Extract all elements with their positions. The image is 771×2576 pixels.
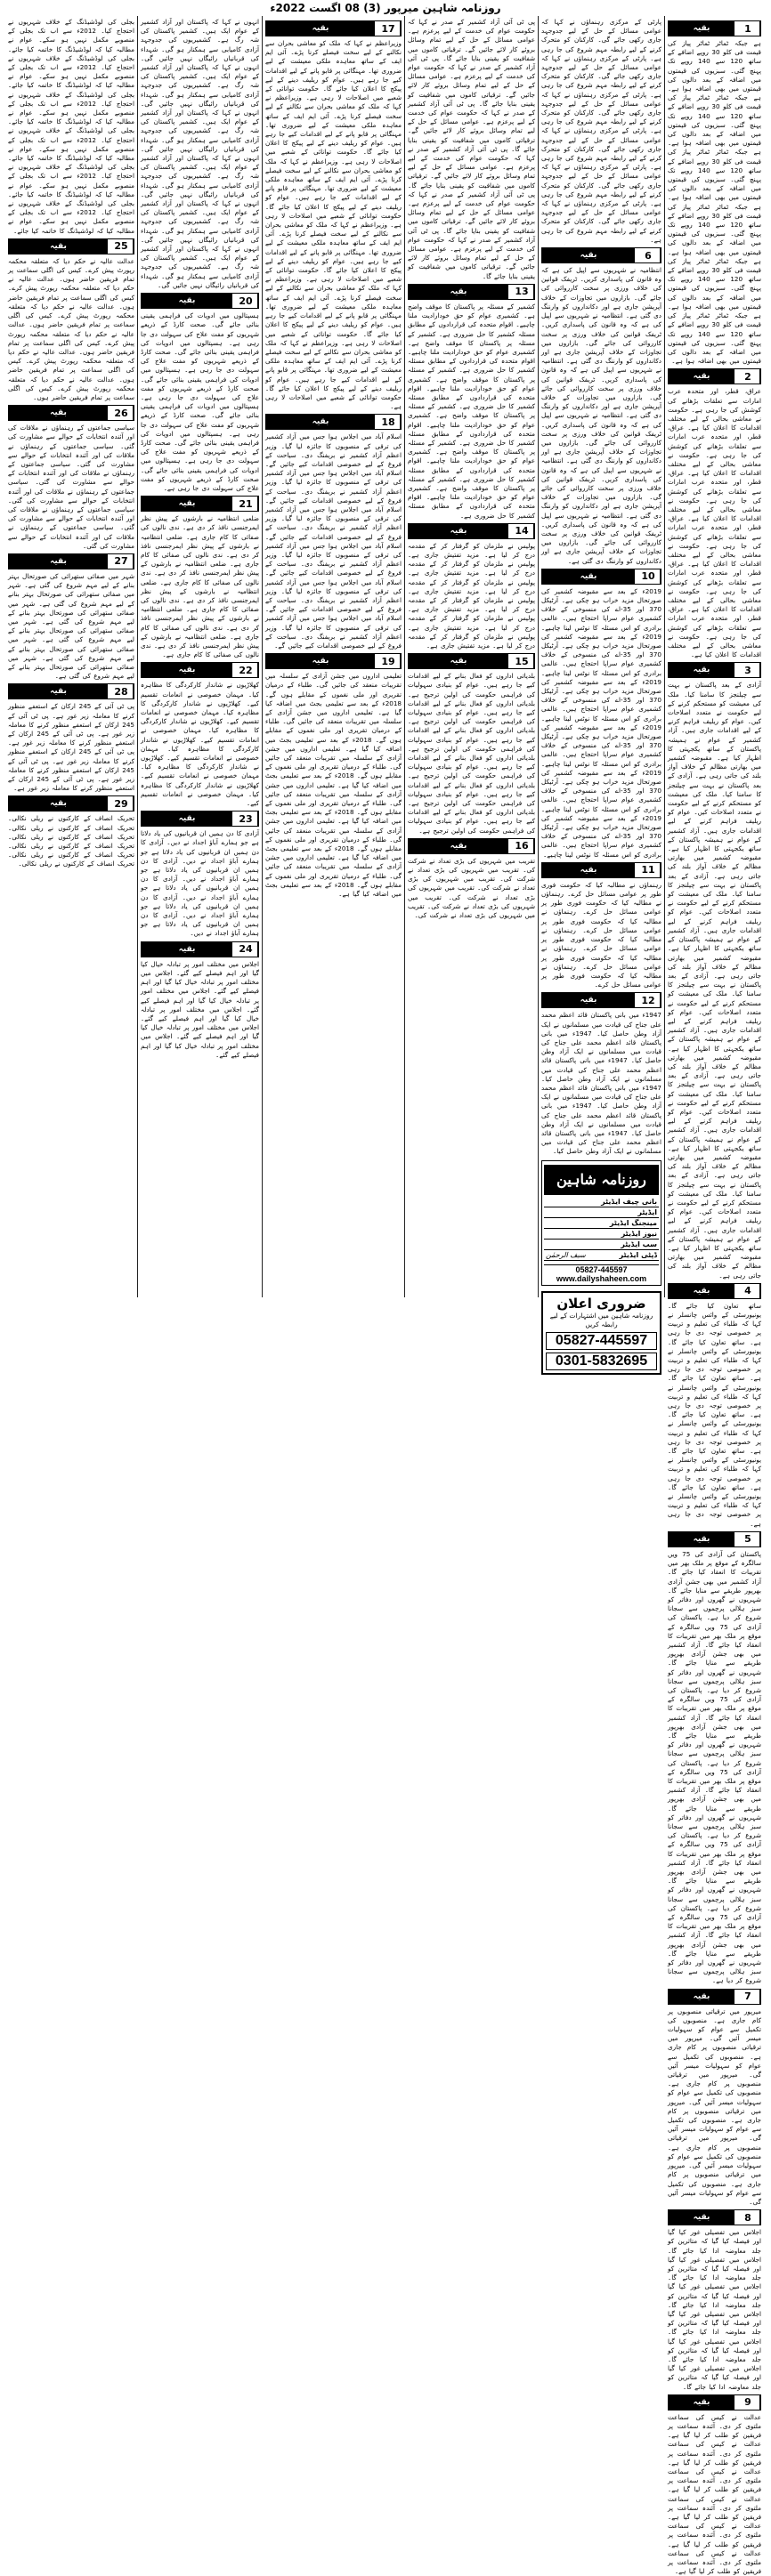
jump-number: 23 xyxy=(234,812,258,826)
newspaper-logo: روزنامہ شاہین xyxy=(544,1165,659,1195)
jump-header xyxy=(141,941,259,957)
editorial-row xyxy=(544,1229,659,1240)
article-text: انہوں نے کہا کہ پاکستان اور آزاد کشمیر کے عوام ایک ہیں۔ کشمیر پاکستان کی شہ رگ ہے۔ کشمیریوں کی جدوجہد آزادی کامیابی سے ہمکنار ہو گی۔ شہداء کی قربانیاں رائیگاں نہیں جائیں گی۔ انہوں نے کہا کہ پاکستان اور آزاد کشمیر کے عوام ایک ہیں۔ کشمیر پاکستان کی شہ رگ ہے۔ کشمیریوں کی جدوجہد آزادی کامیابی سے ہمکنار ہو گی۔ شہداء کی قربانیاں رائیگاں نہیں جائیں گی۔ انہوں نے کہا کہ پاکستان اور آزاد کشمیر کے عوام ایک ہیں۔ کشمیر پاکستان کی شہ رگ ہے۔ کشمیریوں کی جدوجہد آزادی کامیابی سے ہمکنار ہو گی۔ شہداء کی قربانیاں رائیگاں نہیں جائیں گی۔ انہوں نے کہا کہ پاکستان اور آزاد کشمیر کے عوام ایک ہیں۔ کشمیر پاکستان کی شہ رگ ہے۔ کشمیریوں کی جدوجہد آزادی کامیابی سے ہمکنار ہو گی۔ شہداء کی قربانیاں رائیگاں نہیں جائیں گی۔ انہوں نے کہا کہ پاکستان اور آزاد کشمیر کے عوام ایک ہیں۔ کشمیر پاکستان کی شہ رگ ہے۔ کشمیریوں کی جدوجہد آزادی کامیابی سے ہمکنار ہو گی۔ شہداء کی قربانیاں رائیگاں نہیں جائیں گی۔ انہوں نے کہا کہ پاکستان اور آزاد کشمیر کے عوام ایک ہیں۔ کشمیر پاکستان کی شہ رگ ہے۔ کشمیریوں کی جدوجہد آزادی کامیابی سے ہمکنار ہو گی۔ شہداء کی قربانیاں رائیگاں نہیں جائیں گی۔ xyxy=(141,18,259,289)
jump-label: بقیہ xyxy=(266,21,377,36)
jump-header xyxy=(541,569,661,585)
jump-label: بقیہ xyxy=(409,839,510,853)
article-text: عدالت نے کیس کی سماعت ملتوی کر دی۔ آئندہ سماعت پر فریقین کو طلب کر لیا گیا ہے۔ عدالت نے کیس کی سماعت ملتوی کر دی۔ آئندہ سماعت پر فریقین کو طلب کر لیا گیا ہے۔ عدالت نے کیس کی سماعت ملتوی کر دی۔ آئندہ سماعت پر فریقین کو طلب کر لیا گیا ہے۔ عدالت نے کیس کی سماعت ملتوی کر دی۔ آئندہ سماعت پر فریقین کو طلب کر لیا گیا ہے۔ عدالت نے کیس کی سماعت ملتوی کر دی۔ آئندہ سماعت پر فریقین کو طلب کر لیا گیا ہے۔ عدالت نے کیس کی سماعت ملتوی کر دی۔ آئندہ سماعت پر فریقین کو طلب کر لیا گیا ہے۔ xyxy=(668,2412,761,2576)
jump-label: بقیہ xyxy=(669,21,736,36)
jump-number: 28 xyxy=(110,684,134,699)
jump-label: بقیہ xyxy=(142,663,234,677)
jump-header xyxy=(8,405,134,421)
article-text: پارٹی کے مرکزی رہنماؤں نے کہا کہ عوامی مسائل کے حل کے لیے جدوجہد جاری رکھی جائے گی۔ کارکنان کو متحرک کرنے کے لیے رابطہ مہم شروع کی جا رہی ہے۔ پارٹی کے مرکزی رہنماؤں نے کہا کہ عوامی مسائل کے حل کے لیے جدوجہد جاری رکھی جائے گی۔ کارکنان کو متحرک کرنے کے لیے رابطہ مہم شروع کی جا رہی ہے۔ پارٹی کے مرکزی رہنماؤں نے کہا کہ عوامی مسائل کے حل کے لیے جدوجہد جاری رکھی جائے گی۔ کارکنان کو متحرک کرنے کے لیے رابطہ مہم شروع کی جا رہی ہے۔ پارٹی کے مرکزی رہنماؤں نے کہا کہ عوامی مسائل کے حل کے لیے جدوجہد جاری رکھی جائے گی۔ کارکنان کو متحرک کرنے کے لیے رابطہ مہم شروع کی جا رہی ہے۔ پارٹی کے مرکزی رہنماؤں نے کہا کہ عوامی مسائل کے حل کے لیے جدوجہد جاری رکھی جائے گی۔ کارکنان کو متحرک کرنے کے لیے رابطہ مہم شروع کی جا رہی ہے۔ پارٹی کے مرکزی رہنماؤں نے کہا کہ عوامی مسائل کے حل کے لیے جدوجہد جاری رکھی جائے گی۔ کارکنان کو متحرک کرنے کے لیے رابطہ مہم شروع کی جا رہی ہے۔ xyxy=(541,18,661,244)
jump-number: 10 xyxy=(637,569,661,584)
jump-label: بقیہ xyxy=(542,993,637,1007)
jump-header xyxy=(8,795,134,812)
jump-header xyxy=(141,496,259,512)
jump-number: 12 xyxy=(637,993,661,1007)
article-text: کشمیر کے مسئلہ پر پاکستان کا موقف واضح ہے۔ کشمیری عوام کو حق خودارادیت ملنا چاہیے۔ اقوام متحدہ کی قراردادوں کے مطابق مسئلہ کشمیر کا حل ضروری ہے۔ کشمیر کے مسئلہ پر پاکستان کا موقف واضح ہے۔ کشمیری عوام کو حق خودارادیت ملنا چاہیے۔ اقوام متحدہ کی قراردادوں کے مطابق مسئلہ کشمیر کا حل ضروری ہے۔ کشمیر کے مسئلہ پر پاکستان کا موقف واضح ہے۔ کشمیری عوام کو حق خودارادیت ملنا چاہیے۔ اقوام متحدہ کی قراردادوں کے مطابق مسئلہ کشمیر کا حل ضروری ہے۔ کشمیر کے مسئلہ پر پاکستان کا موقف واضح ہے۔ کشمیری عوام کو حق خودارادیت ملنا چاہیے۔ اقوام متحدہ کی قراردادوں کے مطابق مسئلہ کشمیر کا حل ضروری ہے۔ کشمیر کے مسئلہ پر پاکستان کا موقف واضح ہے۔ کشمیری عوام کو حق خودارادیت ملنا چاہیے۔ اقوام متحدہ کی قراردادوں کے مطابق مسئلہ کشمیر کا حل ضروری ہے۔ کشمیر کے مسئلہ پر پاکستان کا موقف واضح ہے۔ کشمیری عوام کو حق خودارادیت ملنا چاہیے۔ اقوام متحدہ کی قراردادوں کے مطابق مسئلہ کشمیر کا حل ضروری ہے۔ xyxy=(408,302,535,520)
jump-label: بقیہ xyxy=(669,2210,736,2225)
jump-number: 21 xyxy=(234,497,258,511)
article-text: اسلام آباد میں اجلاس ہوا جس میں آزاد کشمیر کی ترقی کے منصوبوں کا جائزہ لیا گیا۔ وزیر اعظم آزاد کشمیر نے بریفنگ دی۔ سیاحت کے فروغ کے لیے خصوصی اقدامات کیے جائیں گے۔ اسلام آباد میں اجلاس ہوا جس میں آزاد کشمیر کی ترقی کے منصوبوں کا جائزہ لیا گیا۔ وزیر اعظم آزاد کشمیر نے بریفنگ دی۔ سیاحت کے فروغ کے لیے خصوصی اقدامات کیے جائیں گے۔ اسلام آباد میں اجلاس ہوا جس میں آزاد کشمیر کی ترقی کے منصوبوں کا جائزہ لیا گیا۔ وزیر اعظم آزاد کشمیر نے بریفنگ دی۔ سیاحت کے فروغ کے لیے خصوصی اقدامات کیے جائیں گے۔ اسلام آباد میں اجلاس ہوا جس میں آزاد کشمیر کی ترقی کے منصوبوں کا جائزہ لیا گیا۔ وزیر اعظم آزاد کشمیر نے بریفنگ دی۔ سیاحت کے فروغ کے لیے خصوصی اقدامات کیے جائیں گے۔ اسلام آباد میں اجلاس ہوا جس میں آزاد کشمیر کی ترقی کے منصوبوں کا جائزہ لیا گیا۔ وزیر اعظم آزاد کشمیر نے بریفنگ دی۔ سیاحت کے فروغ کے لیے خصوصی اقدامات کیے جائیں گے۔ اسلام آباد میں اجلاس ہوا جس میں آزاد کشمیر کی ترقی کے منصوبوں کا جائزہ لیا گیا۔ وزیر اعظم آزاد کشمیر نے بریفنگ دی۔ سیاحت کے فروغ کے لیے خصوصی اقدامات کیے جائیں گے۔ xyxy=(265,432,402,650)
jump-header xyxy=(668,662,761,678)
article-text: انتظامیہ نے شہریوں سے اپیل کی ہے کہ وہ قانون کی پاسداری کریں۔ ٹریفک قوانین کی خلاف ورزی پر سخت کارروائی کی جائے گی۔ بازاروں میں تجاوزات کے خلاف آپریشن جاری ہے اور دکانداروں کو وارننگ دی گئی ہے۔ انتظامیہ نے شہریوں سے اپیل کی ہے کہ وہ قانون کی پاسداری کریں۔ ٹریفک قوانین کی خلاف ورزی پر سخت کارروائی کی جائے گی۔ بازاروں میں تجاوزات کے خلاف آپریشن جاری ہے اور دکانداروں کو وارننگ دی گئی ہے۔ انتظامیہ نے شہریوں سے اپیل کی ہے کہ وہ قانون کی پاسداری کریں۔ ٹریفک قوانین کی خلاف ورزی پر سخت کارروائی کی جائے گی۔ بازاروں میں تجاوزات کے خلاف آپریشن جاری ہے اور دکانداروں کو وارننگ دی گئی ہے۔ انتظامیہ نے شہریوں سے اپیل کی ہے کہ وہ قانون کی پاسداری کریں۔ ٹریفک قوانین کی خلاف ورزی پر سخت کارروائی کی جائے گی۔ بازاروں میں تجاوزات کے خلاف آپریشن جاری ہے اور دکانداروں کو وارننگ دی گئی ہے۔ انتظامیہ نے شہریوں سے اپیل کی ہے کہ وہ قانون کی پاسداری کریں۔ ٹریفک قوانین کی خلاف ورزی پر سخت کارروائی کی جائے گی۔ بازاروں میں تجاوزات کے خلاف آپریشن جاری ہے اور دکانداروں کو وارننگ دی گئی ہے۔ انتظامیہ نے شہریوں سے اپیل کی ہے کہ وہ قانون کی پاسداری کریں۔ ٹریفک قوانین کی خلاف ورزی پر سخت کارروائی کی جائے گی۔ بازاروں میں تجاوزات کے خلاف آپریشن جاری ہے اور دکانداروں کو وارننگ دی گئی ہے۔ xyxy=(541,266,661,565)
jump-number: 26 xyxy=(110,406,134,420)
editorial-role: سب ایڈیٹر xyxy=(621,1240,657,1248)
column-grid xyxy=(5,16,764,2576)
jump-label: بقیہ xyxy=(9,796,110,811)
jump-label: بقیہ xyxy=(409,654,510,668)
jump-label: بقیہ xyxy=(669,1284,736,1298)
article-text: شہر میں صفائی ستھرائی کی صورتحال بہتر بنانے کے لیے مہم شروع کی گئی ہے۔ شہر میں صفائی ستھرائی کی صورتحال بہتر بنانے کے لیے مہم شروع کی گئی ہے۔ شہر میں صفائی ستھرائی کی صورتحال بہتر بنانے کے لیے مہم شروع کی گئی ہے۔ شہر میں صفائی ستھرائی کی صورتحال بہتر بنانے کے لیے مہم شروع کی گئی ہے۔ شہر میں صفائی ستھرائی کی صورتحال بہتر بنانے کے لیے مہم شروع کی گئی ہے۔ شہر میں صفائی ستھرائی کی صورتحال بہتر بنانے کے لیے مہم شروع کی گئی ہے۔ xyxy=(8,571,134,681)
jump-header xyxy=(408,284,535,300)
jump-label: بقیہ xyxy=(669,369,736,384)
jump-header xyxy=(408,838,535,854)
advert-phone-2: 0301-5832695 xyxy=(546,1353,657,1370)
jump-number: 20 xyxy=(234,294,258,308)
article-text: آزادی کا دن ہمیں ان قربانیوں کی یاد دلاتا ہے جو ہمارے آباؤ اجداد نے دیں۔ آزادی کا دن ہمیں ان قربانیوں کی یاد دلاتا ہے جو ہمارے آباؤ اجداد نے دیں۔ آزادی کا دن ہمیں ان قربانیوں کی یاد دلاتا ہے جو ہمارے آباؤ اجداد نے دیں۔ آزادی کا دن ہمیں ان قربانیوں کی یاد دلاتا ہے جو ہمارے آباؤ اجداد نے دیں۔ آزادی کا دن ہمیں ان قربانیوں کی یاد دلاتا ہے جو ہمارے آباؤ اجداد نے دیں۔ آزادی کا دن ہمیں ان قربانیوں کی یاد دلاتا ہے جو ہمارے آباؤ اجداد نے دیں۔ xyxy=(141,829,259,938)
article-text: ساتھ تعاون کیا جائے گا۔ یونیورسٹی کے وائس چانسلر نے کہا کہ طلباء کی تعلیم و تربیت پر خصوصی توجہ دی جا رہی ہے۔ ساتھ تعاون کیا جائے گا۔ یونیورسٹی کے وائس چانسلر نے کہا کہ طلباء کی تعلیم و تربیت پر خصوصی توجہ دی جا رہی ہے۔ ساتھ تعاون کیا جائے گا۔ یونیورسٹی کے وائس چانسلر نے کہا کہ طلباء کی تعلیم و تربیت پر خصوصی توجہ دی جا رہی ہے۔ ساتھ تعاون کیا جائے گا۔ یونیورسٹی کے وائس چانسلر نے کہا کہ طلباء کی تعلیم و تربیت پر خصوصی توجہ دی جا رہی ہے۔ ساتھ تعاون کیا جائے گا۔ یونیورسٹی کے وائس چانسلر نے کہا کہ طلباء کی تعلیم و تربیت پر خصوصی توجہ دی جا رہی ہے۔ ساتھ تعاون کیا جائے گا۔ یونیورسٹی کے وائس چانسلر نے کہا کہ طلباء کی تعلیم و تربیت پر خصوصی توجہ دی جا رہی ہے۔ xyxy=(668,1301,761,1528)
column-c5 xyxy=(137,16,262,1297)
jump-header xyxy=(668,1283,761,1299)
jump-label: بقیہ xyxy=(409,524,510,538)
jump-header xyxy=(408,523,535,539)
advert-phone: 05827-445597 xyxy=(546,1332,657,1350)
article-text: پی ٹی آئی آزاد کشمیر کے صدر نے کہا کہ حکومت عوام کی خدمت کے لیے پرعزم ہے۔ عوامی مسائل کے حل کے لیے تمام وسائل بروئے کار لائے جائیں گے۔ ترقیاتی کاموں میں شفافیت کو یقینی بنایا جائے گا۔ پی ٹی آئی آزاد کشمیر کے صدر نے کہا کہ حکومت عوام کی خدمت کے لیے پرعزم ہے۔ عوامی مسائل کے حل کے لیے تمام وسائل بروئے کار لائے جائیں گے۔ ترقیاتی کاموں میں شفافیت کو یقینی بنایا جائے گا۔ پی ٹی آئی آزاد کشمیر کے صدر نے کہا کہ حکومت عوام کی خدمت کے لیے پرعزم ہے۔ عوامی مسائل کے حل کے لیے تمام وسائل بروئے کار لائے جائیں گے۔ ترقیاتی کاموں میں شفافیت کو یقینی بنایا جائے گا۔ پی ٹی آئی آزاد کشمیر کے صدر نے کہا کہ حکومت عوام کی خدمت کے لیے پرعزم ہے۔ عوامی مسائل کے حل کے لیے تمام وسائل بروئے کار لائے جائیں گے۔ ترقیاتی کاموں میں شفافیت کو یقینی بنایا جائے گا۔ پی ٹی آئی آزاد کشمیر کے صدر نے کہا کہ حکومت عوام کی خدمت کے لیے پرعزم ہے۔ عوامی مسائل کے حل کے لیے تمام وسائل بروئے کار لائے جائیں گے۔ ترقیاتی کاموں میں شفافیت کو یقینی بنایا جائے گا۔ پی ٹی آئی آزاد کشمیر کے صدر نے کہا کہ حکومت عوام کی خدمت کے لیے پرعزم ہے۔ عوامی مسائل کے حل کے لیے تمام وسائل بروئے کار لائے جائیں گے۔ ترقیاتی کاموں میں شفافیت کو یقینی بنایا جائے گا۔ xyxy=(408,18,535,280)
editorial-row xyxy=(544,1207,659,1218)
jump-label: بقیہ xyxy=(142,812,234,826)
jump-number: 7 xyxy=(736,1990,760,2004)
editorial-row xyxy=(544,1250,659,1261)
jump-label: بقیہ xyxy=(142,294,234,308)
jump-number: 11 xyxy=(637,863,661,877)
jump-header xyxy=(541,862,661,878)
article-text: اجلاس میں تفصیلی غور کیا گیا اور فیصلہ کیا گیا کہ متاثرین کو جلد معاوضہ ادا کیا جائے گا۔ اجلاس میں تفصیلی غور کیا گیا اور فیصلہ کیا گیا کہ متاثرین کو جلد معاوضہ ادا کیا جائے گا۔ اجلاس میں تفصیلی غور کیا گیا اور فیصلہ کیا گیا کہ متاثرین کو جلد معاوضہ ادا کیا جائے گا۔ اجلاس میں تفصیلی غور کیا گیا اور فیصلہ کیا گیا کہ متاثرین کو جلد معاوضہ ادا کیا جائے گا۔ اجلاس میں تفصیلی غور کیا گیا اور فیصلہ کیا گیا کہ متاثرین کو جلد معاوضہ ادا کیا جائے گا۔ اجلاس میں تفصیلی غور کیا گیا اور فیصلہ کیا گیا کہ متاثرین کو جلد معاوضہ ادا کیا جائے گا۔ xyxy=(668,2228,761,2391)
article-text: بلدیاتی اداروں کو فعال بنانے کے لیے اقدامات کیے جا رہے ہیں۔ عوام کو بنیادی سہولیات کی فراہمی حکومت کی اولین ترجیح ہے۔ بلدیاتی اداروں کو فعال بنانے کے لیے اقدامات کیے جا رہے ہیں۔ عوام کو بنیادی سہولیات کی فراہمی حکومت کی اولین ترجیح ہے۔ بلدیاتی اداروں کو فعال بنانے کے لیے اقدامات کیے جا رہے ہیں۔ عوام کو بنیادی سہولیات کی فراہمی حکومت کی اولین ترجیح ہے۔ بلدیاتی اداروں کو فعال بنانے کے لیے اقدامات کیے جا رہے ہیں۔ عوام کو بنیادی سہولیات کی فراہمی حکومت کی اولین ترجیح ہے۔ بلدیاتی اداروں کو فعال بنانے کے لیے اقدامات کیے جا رہے ہیں۔ عوام کو بنیادی سہولیات کی فراہمی حکومت کی اولین ترجیح ہے۔ بلدیاتی اداروں کو فعال بنانے کے لیے اقدامات کیے جا رہے ہیں۔ عوام کو بنیادی سہولیات کی فراہمی حکومت کی اولین ترجیح ہے۔ xyxy=(408,672,535,835)
jump-number: 29 xyxy=(110,796,134,811)
jump-label: بقیہ xyxy=(142,942,234,957)
jump-header xyxy=(141,293,259,309)
article-text: ضلعی انتظامیہ نے بارشوں کے پیش نظر ایمرجنسی نافذ کر دی ہے۔ ندی نالوں کی صفائی کا کام جاری ہے۔ ضلعی انتظامیہ نے بارشوں کے پیش نظر ایمرجنسی نافذ کر دی ہے۔ ندی نالوں کی صفائی کا کام جاری ہے۔ ضلعی انتظامیہ نے بارشوں کے پیش نظر ایمرجنسی نافذ کر دی ہے۔ ندی نالوں کی صفائی کا کام جاری ہے۔ ضلعی انتظامیہ نے بارشوں کے پیش نظر ایمرجنسی نافذ کر دی ہے۔ ندی نالوں کی صفائی کا کام جاری ہے۔ ضلعی انتظامیہ نے بارشوں کے پیش نظر ایمرجنسی نافذ کر دی ہے۔ ندی نالوں کی صفائی کا کام جاری ہے۔ ضلعی انتظامیہ نے بارشوں کے پیش نظر ایمرجنسی نافذ کر دی ہے۔ ندی نالوں کی صفائی کا کام جاری ہے۔ xyxy=(141,514,259,659)
jump-label: بقیہ xyxy=(669,1990,736,2004)
jump-number: 16 xyxy=(510,839,534,853)
jump-header xyxy=(668,20,761,36)
jump-number: 3 xyxy=(736,663,760,677)
jump-label: بقیہ xyxy=(542,248,637,262)
jump-header xyxy=(141,811,259,827)
jump-label: بقیہ xyxy=(9,239,110,254)
jump-number: 9 xyxy=(736,2395,760,2410)
editorial-row xyxy=(544,1197,659,1207)
jump-header xyxy=(668,2394,761,2410)
jump-number: 1 xyxy=(736,21,760,36)
jump-label: بقیہ xyxy=(266,654,377,668)
jump-number: 2 xyxy=(736,369,760,384)
article-text: تحریک انصاف کے کارکنوں نے ریلی نکالی۔ تحریک انصاف کے کارکنوں نے ریلی نکالی۔ تحریک انصاف کے کارکنوں نے ریلی نکالی۔ تحریک انصاف کے کارکنوں نے ریلی نکالی۔ تحریک انصاف کے کارکنوں نے ریلی نکالی۔ تحریک انصاف کے کارکنوں نے ریلی نکالی۔ xyxy=(8,814,134,868)
jump-number: 24 xyxy=(234,942,258,957)
article-text: ہے جبکہ ٹماٹر ٹماٹر پیاز کی قیمت فی کلو 30 روپے اضافے کے ساتھ 120 سے 140 روپے تک پہنچ گئی۔ سبزیوں کی قیمتوں میں اضافہ کے بعد دالوں کی قیمتوں میں بھی اضافہ ہوا ہے۔ ہے جبکہ ٹماٹر ٹماٹر پیاز کی قیمت فی کلو 30 روپے اضافے کے ساتھ 120 سے 140 روپے تک پہنچ گئی۔ سبزیوں کی قیمتوں میں اضافہ کے بعد دالوں کی قیمتوں میں بھی اضافہ ہوا ہے۔ ہے جبکہ ٹماٹر ٹماٹر پیاز کی قیمت فی کلو 30 روپے اضافے کے ساتھ 120 سے 140 روپے تک پہنچ گئی۔ سبزیوں کی قیمتوں میں اضافہ کے بعد دالوں کی قیمتوں میں بھی اضافہ ہوا ہے۔ ہے جبکہ ٹماٹر ٹماٹر پیاز کی قیمت فی کلو 30 روپے اضافے کے ساتھ 120 سے 140 روپے تک پہنچ گئی۔ سبزیوں کی قیمتوں میں اضافہ کے بعد دالوں کی قیمتوں میں بھی اضافہ ہوا ہے۔ ہے جبکہ ٹماٹر ٹماٹر پیاز کی قیمت فی کلو 30 روپے اضافے کے ساتھ 120 سے 140 روپے تک پہنچ گئی۔ سبزیوں کی قیمتوں میں اضافہ کے بعد دالوں کی قیمتوں میں بھی اضافہ ہوا ہے۔ ہے جبکہ ٹماٹر ٹماٹر پیاز کی قیمت فی کلو 30 روپے اضافے کے ساتھ 120 سے 140 روپے تک پہنچ گئی۔ سبزیوں کی قیمتوں میں اضافہ کے بعد دالوں کی قیمتوں میں بھی اضافہ ہوا ہے۔ xyxy=(668,39,761,366)
editorial-row xyxy=(544,1218,659,1229)
jump-header xyxy=(668,368,761,384)
editorial-role: بانی چیف ایڈیٹر xyxy=(601,1197,657,1206)
jump-number: 13 xyxy=(510,285,534,299)
jump-number: 18 xyxy=(377,415,401,429)
advert-body: روزنامہ شاہین میں اشتہارات کے لیے رابطہ کریں xyxy=(549,1311,653,1328)
article-text: وزیراعظم نے کہا کہ ملک کو معاشی بحران سے نکالنے کے لیے سخت فیصلے کرنا پڑے۔ آئی ایم ایف کے ساتھ معاہدہ ملکی معیشت کے لیے ضروری تھا۔ مہنگائی پر قابو پانے کے لیے اقدامات کیے جا رہے ہیں۔ عوام کو ریلیف دینے کے لیے پیکج کا اعلان کیا جائے گا۔ حکومت توانائی کے شعبے میں اصلاحات لا رہی ہے۔ وزیراعظم نے کہا کہ ملک کو معاشی بحران سے نکالنے کے لیے سخت فیصلے کرنا پڑے۔ آئی ایم ایف کے ساتھ معاہدہ ملکی معیشت کے لیے ضروری تھا۔ مہنگائی پر قابو پانے کے لیے اقدامات کیے جا رہے ہیں۔ عوام کو ریلیف دینے کے لیے پیکج کا اعلان کیا جائے گا۔ حکومت توانائی کے شعبے میں اصلاحات لا رہی ہے۔ وزیراعظم نے کہا کہ ملک کو معاشی بحران سے نکالنے کے لیے سخت فیصلے کرنا پڑے۔ آئی ایم ایف کے ساتھ معاہدہ ملکی معیشت کے لیے ضروری تھا۔ مہنگائی پر قابو پانے کے لیے اقدامات کیے جا رہے ہیں۔ عوام کو ریلیف دینے کے لیے پیکج کا اعلان کیا جائے گا۔ حکومت توانائی کے شعبے میں اصلاحات لا رہی ہے۔ وزیراعظم نے کہا کہ ملک کو معاشی بحران سے نکالنے کے لیے سخت فیصلے کرنا پڑے۔ آئی ایم ایف کے ساتھ معاہدہ ملکی معیشت کے لیے ضروری تھا۔ مہنگائی پر قابو پانے کے لیے اقدامات کیے جا رہے ہیں۔ عوام کو ریلیف دینے کے لیے پیکج کا اعلان کیا جائے گا۔ حکومت توانائی کے شعبے میں اصلاحات لا رہی ہے۔ وزیراعظم نے کہا کہ ملک کو معاشی بحران سے نکالنے کے لیے سخت فیصلے کرنا پڑے۔ آئی ایم ایف کے ساتھ معاہدہ ملکی معیشت کے لیے ضروری تھا۔ مہنگائی پر قابو پانے کے لیے اقدامات کیے جا رہے ہیں۔ عوام کو ریلیف دینے کے لیے پیکج کا اعلان کیا جائے گا۔ حکومت توانائی کے شعبے میں اصلاحات لا رہی ہے۔ وزیراعظم نے کہا کہ ملک کو معاشی بحران سے نکالنے کے لیے سخت فیصلے کرنا پڑے۔ آئی ایم ایف کے ساتھ معاہدہ ملکی معیشت کے لیے ضروری تھا۔ مہنگائی پر قابو پانے کے لیے اقدامات کیے جا رہے ہیں۔ عوام کو ریلیف دینے کے لیے پیکج کا اعلان کیا جائے گا۔ حکومت توانائی کے شعبے میں اصلاحات لا رہی ہے۔ xyxy=(265,39,402,411)
editorial-role: نیوز ایڈیٹر xyxy=(621,1229,657,1238)
article-text: عدالت عالیہ نے حکم دیا کہ متعلقہ محکمہ رپورٹ پیش کرے۔ کیس کی اگلی سماعت پر تمام فریقین حاضر ہوں۔ عدالت عالیہ نے حکم دیا کہ متعلقہ محکمہ رپورٹ پیش کرے۔ کیس کی اگلی سماعت پر تمام فریقین حاضر ہوں۔ عدالت عالیہ نے حکم دیا کہ متعلقہ محکمہ رپورٹ پیش کرے۔ کیس کی اگلی سماعت پر تمام فریقین حاضر ہوں۔ عدالت عالیہ نے حکم دیا کہ متعلقہ محکمہ رپورٹ پیش کرے۔ کیس کی اگلی سماعت پر تمام فریقین حاضر ہوں۔ عدالت عالیہ نے حکم دیا کہ متعلقہ محکمہ رپورٹ پیش کرے۔ کیس کی اگلی سماعت پر تمام فریقین حاضر ہوں۔ عدالت عالیہ نے حکم دیا کہ متعلقہ محکمہ رپورٹ پیش کرے۔ کیس کی اگلی سماعت پر تمام فریقین حاضر ہوں۔ xyxy=(8,256,134,401)
jump-header xyxy=(668,2209,761,2225)
editorial-person: سیف الرحمٰن xyxy=(546,1250,586,1259)
jump-number: 5 xyxy=(736,1532,760,1546)
jump-label: بقیہ xyxy=(669,663,736,677)
jump-header xyxy=(265,653,402,669)
jump-label: بقیہ xyxy=(9,554,110,569)
jump-header xyxy=(541,247,661,263)
jump-header xyxy=(265,414,402,430)
jump-number: 22 xyxy=(234,663,258,677)
jump-header xyxy=(141,662,259,678)
article-text: تعلیمی اداروں میں جشن آزادی کے سلسلہ میں تقریبات منعقد کی جائیں گی۔ طلباء کے درمیان تقریری اور ملی نغموں کے مقابلے ہوں گے۔ 2018ء کے بعد سے تعلیمی بجٹ میں اضافہ کیا گیا ہے۔ تعلیمی اداروں میں جشن آزادی کے سلسلہ میں تقریبات منعقد کی جائیں گی۔ طلباء کے درمیان تقریری اور ملی نغموں کے مقابلے ہوں گے۔ 2018ء کے بعد سے تعلیمی بجٹ میں اضافہ کیا گیا ہے۔ تعلیمی اداروں میں جشن آزادی کے سلسلہ میں تقریبات منعقد کی جائیں گی۔ طلباء کے درمیان تقریری اور ملی نغموں کے مقابلے ہوں گے۔ 2018ء کے بعد سے تعلیمی بجٹ میں اضافہ کیا گیا ہے۔ تعلیمی اداروں میں جشن آزادی کے سلسلہ میں تقریبات منعقد کی جائیں گی۔ طلباء کے درمیان تقریری اور ملی نغموں کے مقابلے ہوں گے۔ 2018ء کے بعد سے تعلیمی بجٹ میں اضافہ کیا گیا ہے۔ تعلیمی اداروں میں جشن آزادی کے سلسلہ میں تقریبات منعقد کی جائیں گی۔ طلباء کے درمیان تقریری اور ملی نغموں کے مقابلے ہوں گے۔ 2018ء کے بعد سے تعلیمی بجٹ میں اضافہ کیا گیا ہے۔ تعلیمی اداروں میں جشن آزادی کے سلسلہ میں تقریبات منعقد کی جائیں گی۔ طلباء کے درمیان تقریری اور ملی نغموں کے مقابلے ہوں گے۔ 2018ء کے بعد سے تعلیمی بجٹ میں اضافہ کیا گیا ہے۔ xyxy=(265,672,402,899)
column-c1 xyxy=(664,16,764,2576)
jump-header xyxy=(8,683,134,699)
jump-header xyxy=(265,20,402,36)
editorial-role: مینجنگ ایڈیٹر xyxy=(609,1218,657,1227)
editorial-box xyxy=(541,1160,661,1286)
jump-header xyxy=(541,992,661,1008)
jump-number: 6 xyxy=(637,248,661,262)
jump-header xyxy=(408,653,535,669)
jump-header xyxy=(668,1531,761,1547)
jump-number: 14 xyxy=(510,524,534,538)
jump-label: بقیہ xyxy=(9,406,110,420)
column-c2 xyxy=(538,16,664,1369)
article-text: کھلاڑیوں نے شاندار کارکردگی کا مظاہرہ کیا۔ مہمان خصوصی نے انعامات تقسیم کیے۔ کھلاڑیوں نے شاندار کارکردگی کا مظاہرہ کیا۔ مہمان خصوصی نے انعامات تقسیم کیے۔ کھلاڑیوں نے شاندار کارکردگی کا مظاہرہ کیا۔ مہمان خصوصی نے انعامات تقسیم کیے۔ کھلاڑیوں نے شاندار کارکردگی کا مظاہرہ کیا۔ مہمان خصوصی نے انعامات تقسیم کیے۔ کھلاڑیوں نے شاندار کارکردگی کا مظاہرہ کیا۔ مہمان خصوصی نے انعامات تقسیم کیے۔ کھلاڑیوں نے شاندار کارکردگی کا مظاہرہ کیا۔ مہمان خصوصی نے انعامات تقسیم کیے۔ xyxy=(141,681,259,808)
jump-header xyxy=(8,238,134,254)
jump-number: 4 xyxy=(736,1284,760,1298)
article-text: 1947ء میں بانی پاکستان قائد اعظم محمد علی جناح کی قیادت میں مسلمانوں نے ایک آزاد وطن حاصل کیا۔ 1947ء میں بانی پاکستان قائد اعظم محمد علی جناح کی قیادت میں مسلمانوں نے ایک آزاد وطن حاصل کیا۔ 1947ء میں بانی پاکستان قائد اعظم محمد علی جناح کی قیادت میں مسلمانوں نے ایک آزاد وطن حاصل کیا۔ 1947ء میں بانی پاکستان قائد اعظم محمد علی جناح کی قیادت میں مسلمانوں نے ایک آزاد وطن حاصل کیا۔ 1947ء میں بانی پاکستان قائد اعظم محمد علی جناح کی قیادت میں مسلمانوں نے ایک آزاد وطن حاصل کیا۔ 1947ء میں بانی پاکستان قائد اعظم محمد علی جناح کی قیادت میں مسلمانوں نے ایک آزاد وطن حاصل کیا۔ xyxy=(541,1011,661,1156)
column-c4 xyxy=(262,16,404,1297)
column-c3 xyxy=(404,16,538,1297)
jump-label: بقیہ xyxy=(542,569,637,584)
jump-label: بقیہ xyxy=(669,2395,736,2410)
jump-label: بقیہ xyxy=(669,1532,736,1546)
column-c6 xyxy=(5,16,137,1297)
jump-label: بقیہ xyxy=(542,863,637,877)
editorial-phone: 05827-445597 www.dailyshaheen.com xyxy=(544,1264,659,1283)
jump-label: بقیہ xyxy=(409,285,510,299)
article-text: ہسپتالوں میں ادویات کی فراہمی یقینی بنائی جائے گی۔ صحت کارڈ کے ذریعے شہریوں کو مفت علاج کی سہولت دی جا رہی ہے۔ ہسپتالوں میں ادویات کی فراہمی یقینی بنائی جائے گی۔ صحت کارڈ کے ذریعے شہریوں کو مفت علاج کی سہولت دی جا رہی ہے۔ ہسپتالوں میں ادویات کی فراہمی یقینی بنائی جائے گی۔ صحت کارڈ کے ذریعے شہریوں کو مفت علاج کی سہولت دی جا رہی ہے۔ ہسپتالوں میں ادویات کی فراہمی یقینی بنائی جائے گی۔ صحت کارڈ کے ذریعے شہریوں کو مفت علاج کی سہولت دی جا رہی ہے۔ ہسپتالوں میں ادویات کی فراہمی یقینی بنائی جائے گی۔ صحت کارڈ کے ذریعے شہریوں کو مفت علاج کی سہولت دی جا رہی ہے۔ ہسپتالوں میں ادویات کی فراہمی یقینی بنائی جائے گی۔ صحت کارڈ کے ذریعے شہریوں کو مفت علاج کی سہولت دی جا رہی ہے۔ xyxy=(141,311,259,492)
advert-title: ضروری اعلان xyxy=(556,1295,646,1312)
article-text: پولیس نے ملزمان کو گرفتار کر کے مقدمہ درج کر لیا ہے۔ مزید تفتیش جاری ہے۔ پولیس نے ملزمان کو گرفتار کر کے مقدمہ درج کر لیا ہے۔ مزید تفتیش جاری ہے۔ پولیس نے ملزمان کو گرفتار کر کے مقدمہ درج کر لیا ہے۔ مزید تفتیش جاری ہے۔ پولیس نے ملزمان کو گرفتار کر کے مقدمہ درج کر لیا ہے۔ مزید تفتیش جاری ہے۔ پولیس نے ملزمان کو گرفتار کر کے مقدمہ درج کر لیا ہے۔ مزید تفتیش جاری ہے۔ پولیس نے ملزمان کو گرفتار کر کے مقدمہ درج کر لیا ہے۔ مزید تفتیش جاری ہے۔ xyxy=(408,541,535,650)
editorial-role: ایڈیٹر xyxy=(637,1207,657,1216)
article-text: رہنماؤں نے مطالبہ کیا کہ حکومت فوری طور پر عوامی مسائل حل کرے۔ رہنماؤں نے مطالبہ کیا کہ حکومت فوری طور پر عوامی مسائل حل کرے۔ رہنماؤں نے مطالبہ کیا کہ حکومت فوری طور پر عوامی مسائل حل کرے۔ رہنماؤں نے مطالبہ کیا کہ حکومت فوری طور پر عوامی مسائل حل کرے۔ رہنماؤں نے مطالبہ کیا کہ حکومت فوری طور پر عوامی مسائل حل کرے۔ رہنماؤں نے مطالبہ کیا کہ حکومت فوری طور پر عوامی مسائل حل کرے۔ xyxy=(541,880,661,989)
article-text: عراق، قطر، اور متحدہ عرب امارات سے تعلقات بڑھانے کی کوشش کی جا رہی ہے۔ حکومت نے معاشی بحالی کے لیے مختلف اقدامات کا اعلان کیا ہے۔ عراق، قطر، اور متحدہ عرب امارات سے تعلقات بڑھانے کی کوشش کی جا رہی ہے۔ حکومت نے معاشی بحالی کے لیے مختلف اقدامات کا اعلان کیا ہے۔ عراق، قطر، اور متحدہ عرب امارات سے تعلقات بڑھانے کی کوشش کی جا رہی ہے۔ حکومت نے معاشی بحالی کے لیے مختلف اقدامات کا اعلان کیا ہے۔ عراق، قطر، اور متحدہ عرب امارات سے تعلقات بڑھانے کی کوشش کی جا رہی ہے۔ حکومت نے معاشی بحالی کے لیے مختلف اقدامات کا اعلان کیا ہے۔ عراق، قطر، اور متحدہ عرب امارات سے تعلقات بڑھانے کی کوشش کی جا رہی ہے۔ حکومت نے معاشی بحالی کے لیے مختلف اقدامات کا اعلان کیا ہے۔ عراق، قطر، اور متحدہ عرب امارات سے تعلقات بڑھانے کی کوشش کی جا رہی ہے۔ حکومت نے معاشی بحالی کے لیے مختلف اقدامات کا اعلان کیا ہے۔ xyxy=(668,387,761,659)
article-text: تقریب میں شہریوں کی بڑی تعداد نے شرکت کی۔ تقریب میں شہریوں کی بڑی تعداد نے شرکت کی۔ تقریب میں شہریوں کی بڑی تعداد نے شرکت کی۔ تقریب میں شہریوں کی بڑی تعداد نے شرکت کی۔ تقریب میں شہریوں کی بڑی تعداد نے شرکت کی۔ تقریب میں شہریوں کی بڑی تعداد نے شرکت کی۔ xyxy=(408,856,535,920)
masthead: روزنامہ شاہین میرپور (3) 08 اگست 2022ء xyxy=(270,2,501,14)
jump-label: بقیہ xyxy=(142,497,234,511)
jump-header xyxy=(8,553,134,569)
article-text: اجلاس میں مختلف امور پر تبادلہ خیال کیا گیا اور اہم فیصلے کیے گئے۔ اجلاس میں مختلف امور پر تبادلہ خیال کیا گیا اور اہم فیصلے کیے گئے۔ اجلاس میں مختلف امور پر تبادلہ خیال کیا گیا اور اہم فیصلے کیے گئے۔ اجلاس میں مختلف امور پر تبادلہ خیال کیا گیا اور اہم فیصلے کیے گئے۔ اجلاس میں مختلف امور پر تبادلہ خیال کیا گیا اور اہم فیصلے کیے گئے۔ اجلاس میں مختلف امور پر تبادلہ خیال کیا گیا اور اہم فیصلے کیے گئے۔ xyxy=(141,959,259,1059)
jump-header xyxy=(668,1989,761,2005)
article-text: بجلی کی لوڈشیڈنگ کے خلاف شہریوں نے احتجاج کیا۔ 2012ء سے اب تک بجلی کے منصوبے مکمل نہیں ہو سکے۔ عوام نے مطالبہ کیا کہ لوڈشیڈنگ کا خاتمہ کیا جائے۔ بجلی کی لوڈشیڈنگ کے خلاف شہریوں نے احتجاج کیا۔ 2012ء سے اب تک بجلی کے منصوبے مکمل نہیں ہو سکے۔ عوام نے مطالبہ کیا کہ لوڈشیڈنگ کا خاتمہ کیا جائے۔ بجلی کی لوڈشیڈنگ کے خلاف شہریوں نے احتجاج کیا۔ 2012ء سے اب تک بجلی کے منصوبے مکمل نہیں ہو سکے۔ عوام نے مطالبہ کیا کہ لوڈشیڈنگ کا خاتمہ کیا جائے۔ بجلی کی لوڈشیڈنگ کے خلاف شہریوں نے احتجاج کیا۔ 2012ء سے اب تک بجلی کے منصوبے مکمل نہیں ہو سکے۔ عوام نے مطالبہ کیا کہ لوڈشیڈنگ کا خاتمہ کیا جائے۔ بجلی کی لوڈشیڈنگ کے خلاف شہریوں نے احتجاج کیا۔ 2012ء سے اب تک بجلی کے منصوبے مکمل نہیں ہو سکے۔ عوام نے مطالبہ کیا کہ لوڈشیڈنگ کا خاتمہ کیا جائے۔ بجلی کی لوڈشیڈنگ کے خلاف شہریوں نے احتجاج کیا۔ 2012ء سے اب تک بجلی کے منصوبے مکمل نہیں ہو سکے۔ عوام نے مطالبہ کیا کہ لوڈشیڈنگ کا خاتمہ کیا جائے۔ xyxy=(8,18,134,235)
article-text: پاکستان کی آزادی کی 75 ویں سالگرہ کے موقع پر ملک بھر میں تقریبات کا انعقاد کیا جائے گا۔ آزاد کشمیر میں بھی جشن آزادی بھرپور طریقے سے منایا جائے گا۔ شہریوں نے گھروں اور دفاتر کو سبز ہلالی پرچموں سے سجانا شروع کر دیا ہے۔ پاکستان کی آزادی کی 75 ویں سالگرہ کے موقع پر ملک بھر میں تقریبات کا انعقاد کیا جائے گا۔ آزاد کشمیر میں بھی جشن آزادی بھرپور طریقے سے منایا جائے گا۔ شہریوں نے گھروں اور دفاتر کو سبز ہلالی پرچموں سے سجانا شروع کر دیا ہے۔ پاکستان کی آزادی کی 75 ویں سالگرہ کے موقع پر ملک بھر میں تقریبات کا انعقاد کیا جائے گا۔ آزاد کشمیر میں بھی جشن آزادی بھرپور طریقے سے منایا جائے گا۔ شہریوں نے گھروں اور دفاتر کو سبز ہلالی پرچموں سے سجانا شروع کر دیا ہے۔ پاکستان کی آزادی کی 75 ویں سالگرہ کے موقع پر ملک بھر میں تقریبات کا انعقاد کیا جائے گا۔ آزاد کشمیر میں بھی جشن آزادی بھرپور طریقے سے منایا جائے گا۔ شہریوں نے گھروں اور دفاتر کو سبز ہلالی پرچموں سے سجانا شروع کر دیا ہے۔ پاکستان کی آزادی کی 75 ویں سالگرہ کے موقع پر ملک بھر میں تقریبات کا انعقاد کیا جائے گا۔ آزاد کشمیر میں بھی جشن آزادی بھرپور طریقے سے منایا جائے گا۔ شہریوں نے گھروں اور دفاتر کو سبز ہلالی پرچموں سے سجانا شروع کر دیا ہے۔ پاکستان کی آزادی کی 75 ویں سالگرہ کے موقع پر ملک بھر میں تقریبات کا انعقاد کیا جائے گا۔ آزاد کشمیر میں بھی جشن آزادی بھرپور طریقے سے منایا جائے گا۔ شہریوں نے گھروں اور دفاتر کو سبز ہلالی پرچموں سے سجانا شروع کر دیا ہے۔ xyxy=(668,1549,761,1985)
jump-label: بقیہ xyxy=(266,415,377,429)
article-text: 2019ء کے بعد سے مقبوضہ کشمیر کی صورتحال مزید خراب ہو چکی ہے۔ آرٹیکل 370 اور 35-اے کی منسوخی کے خلاف کشمیری عوام سراپا احتجاج ہیں۔ عالمی برادری کو اس مسئلہ کا نوٹس لینا چاہیے۔ 2019ء کے بعد سے مقبوضہ کشمیر کی صورتحال مزید خراب ہو چکی ہے۔ آرٹیکل 370 اور 35-اے کی منسوخی کے خلاف کشمیری عوام سراپا احتجاج ہیں۔ عالمی برادری کو اس مسئلہ کا نوٹس لینا چاہیے۔ 2019ء کے بعد سے مقبوضہ کشمیر کی صورتحال مزید خراب ہو چکی ہے۔ آرٹیکل 370 اور 35-اے کی منسوخی کے خلاف کشمیری عوام سراپا احتجاج ہیں۔ عالمی برادری کو اس مسئلہ کا نوٹس لینا چاہیے۔ 2019ء کے بعد سے مقبوضہ کشمیر کی صورتحال مزید خراب ہو چکی ہے۔ آرٹیکل 370 اور 35-اے کی منسوخی کے خلاف کشمیری عوام سراپا احتجاج ہیں۔ عالمی برادری کو اس مسئلہ کا نوٹس لینا چاہیے۔ 2019ء کے بعد سے مقبوضہ کشمیر کی صورتحال مزید خراب ہو چکی ہے۔ آرٹیکل 370 اور 35-اے کی منسوخی کے خلاف کشمیری عوام سراپا احتجاج ہیں۔ عالمی برادری کو اس مسئلہ کا نوٹس لینا چاہیے۔ 2019ء کے بعد سے مقبوضہ کشمیر کی صورتحال مزید خراب ہو چکی ہے۔ آرٹیکل 370 اور 35-اے کی منسوخی کے خلاف کشمیری عوام سراپا احتجاج ہیں۔ عالمی برادری کو اس مسئلہ کا نوٹس لینا چاہیے۔ xyxy=(541,586,661,859)
jump-label: بقیہ xyxy=(9,684,110,699)
article-text: پی ٹی آئی کے 245 ارکان کے استعفے منظور کرنے کا معاملہ زیر غور ہے۔ پی ٹی آئی کے 245 ارکان کے استعفے منظور کرنے کا معاملہ زیر غور ہے۔ پی ٹی آئی کے 245 ارکان کے استعفے منظور کرنے کا معاملہ زیر غور ہے۔ پی ٹی آئی کے 245 ارکان کے استعفے منظور کرنے کا معاملہ زیر غور ہے۔ پی ٹی آئی کے 245 ارکان کے استعفے منظور کرنے کا معاملہ زیر غور ہے۔ پی ٹی آئی کے 245 ارکان کے استعفے منظور کرنے کا معاملہ زیر غور ہے۔ xyxy=(8,702,135,793)
jump-number: 8 xyxy=(736,2210,760,2225)
jump-number: 15 xyxy=(510,654,534,668)
editorial-role: ڈپٹی ایڈیٹر xyxy=(619,1250,657,1259)
advert-box xyxy=(541,1291,661,1375)
article-text: آزادی کے بعد پاکستان نے بہت سے چیلنجز کا سامنا کیا۔ ملک کی معیشت کو مستحکم کرنے کے لیے حکومت نے متعدد اصلاحات کیں۔ عوام کو ریلیف فراہم کرنے کے لیے اقدامات جاری ہیں۔ آزاد کشمیر کے عوام نے ہمیشہ پاکستان کے ساتھ یکجہتی کا اظہار کیا ہے۔ مقبوضہ کشمیر میں بھارتی مظالم کے خلاف آواز بلند کی جاتی رہی ہے۔ آزادی کے بعد پاکستان نے بہت سے چیلنجز کا سامنا کیا۔ ملک کی معیشت کو مستحکم کرنے کے لیے حکومت نے متعدد اصلاحات کیں۔ عوام کو ریلیف فراہم کرنے کے لیے اقدامات جاری ہیں۔ آزاد کشمیر کے عوام نے ہمیشہ پاکستان کے ساتھ یکجہتی کا اظہار کیا ہے۔ مقبوضہ کشمیر میں بھارتی مظالم کے خلاف آواز بلند کی جاتی رہی ہے۔ آزادی کے بعد پاکستان نے بہت سے چیلنجز کا سامنا کیا۔ ملک کی معیشت کو مستحکم کرنے کے لیے حکومت نے متعدد اصلاحات کیں۔ عوام کو ریلیف فراہم کرنے کے لیے اقدامات جاری ہیں۔ آزاد کشمیر کے عوام نے ہمیشہ پاکستان کے ساتھ یکجہتی کا اظہار کیا ہے۔ مقبوضہ کشمیر میں بھارتی مظالم کے خلاف آواز بلند کی جاتی رہی ہے۔ آزادی کے بعد پاکستان نے بہت سے چیلنجز کا سامنا کیا۔ ملک کی معیشت کو مستحکم کرنے کے لیے حکومت نے متعدد اصلاحات کیں۔ عوام کو ریلیف فراہم کرنے کے لیے اقدامات جاری ہیں۔ آزاد کشمیر کے عوام نے ہمیشہ پاکستان کے ساتھ یکجہتی کا اظہار کیا ہے۔ مقبوضہ کشمیر میں بھارتی مظالم کے خلاف آواز بلند کی جاتی رہی ہے۔ آزادی کے بعد پاکستان نے بہت سے چیلنجز کا سامنا کیا۔ ملک کی معیشت کو مستحکم کرنے کے لیے حکومت نے متعدد اصلاحات کیں۔ عوام کو ریلیف فراہم کرنے کے لیے اقدامات جاری ہیں۔ آزاد کشمیر کے عوام نے ہمیشہ پاکستان کے ساتھ یکجہتی کا اظہار کیا ہے۔ مقبوضہ کشمیر میں بھارتی مظالم کے خلاف آواز بلند کی جاتی رہی ہے۔ آزادی کے بعد پاکستان نے بہت سے چیلنجز کا سامنا کیا۔ ملک کی معیشت کو مستحکم کرنے کے لیے حکومت نے متعدد اصلاحات کیں۔ عوام کو ریلیف فراہم کرنے کے لیے اقدامات جاری ہیں۔ آزاد کشمیر کے عوام نے ہمیشہ پاکستان کے ساتھ یکجہتی کا اظہار کیا ہے۔ مقبوضہ کشمیر میں بھارتی مظالم کے خلاف آواز بلند کی جاتی رہی ہے۔ xyxy=(668,681,761,1280)
article-text: میرپور میں ترقیاتی منصوبوں پر کام جاری ہے۔ منصوبوں کی تکمیل سے عوام کو سہولیات میسر آئیں گی۔ میرپور میں ترقیاتی منصوبوں پر کام جاری ہے۔ منصوبوں کی تکمیل سے عوام کو سہولیات میسر آئیں گی۔ میرپور میں ترقیاتی منصوبوں پر کام جاری ہے۔ منصوبوں کی تکمیل سے عوام کو سہولیات میسر آئیں گی۔ میرپور میں ترقیاتی منصوبوں پر کام جاری ہے۔ منصوبوں کی تکمیل سے عوام کو سہولیات میسر آئیں گی۔ میرپور میں ترقیاتی منصوبوں پر کام جاری ہے۔ منصوبوں کی تکمیل سے عوام کو سہولیات میسر آئیں گی۔ میرپور میں ترقیاتی منصوبوں پر کام جاری ہے۔ منصوبوں کی تکمیل سے عوام کو سہولیات میسر آئیں گی۔ xyxy=(668,2007,761,2206)
article-text: سیاسی جماعتوں کے رہنماؤں نے ملاقات کی اور آئندہ انتخابات کے حوالے سے مشاورت کی گئی۔ سیاسی جماعتوں کے رہنماؤں نے ملاقات کی اور آئندہ انتخابات کے حوالے سے مشاورت کی گئی۔ سیاسی جماعتوں کے رہنماؤں نے ملاقات کی اور آئندہ انتخابات کے حوالے سے مشاورت کی گئی۔ سیاسی جماعتوں کے رہنماؤں نے ملاقات کی اور آئندہ انتخابات کے حوالے سے مشاورت کی گئی۔ سیاسی جماعتوں کے رہنماؤں نے ملاقات کی اور آئندہ انتخابات کے حوالے سے مشاورت کی گئی۔ سیاسی جماعتوں کے رہنماؤں نے ملاقات کی اور آئندہ انتخابات کے حوالے سے مشاورت کی گئی۔ xyxy=(8,424,134,550)
jump-number: 25 xyxy=(110,239,134,254)
jump-number: 27 xyxy=(110,554,134,569)
jump-number: 17 xyxy=(377,21,401,36)
jump-number: 19 xyxy=(377,654,401,668)
editorial-row xyxy=(544,1240,659,1250)
